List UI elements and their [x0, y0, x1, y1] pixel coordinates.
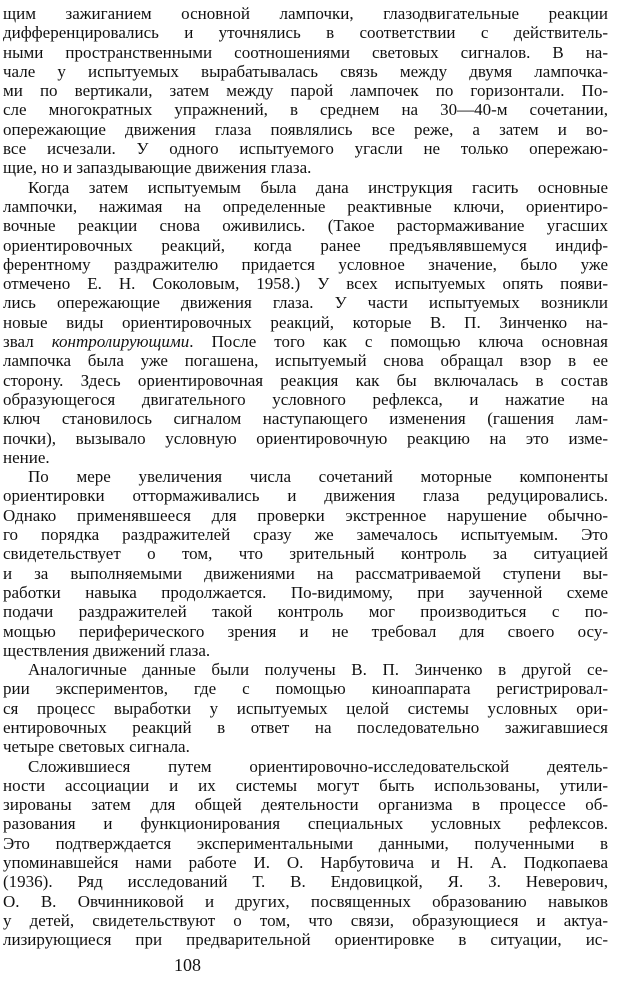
text-line: (1936). Ряд исследований Т. В. Ендовицкой, Я. З. Неверович, [3, 872, 608, 892]
text-line: ключ становилось сигналом наступающего изменения (гашения лам- [3, 409, 608, 429]
text-line: лись опережающие движения глаза. У части испытуемых возникли [3, 293, 608, 313]
italic-term: контролирующими [51, 332, 190, 352]
text-line: щим зажиганием основной лампочки, глазодвигательные реакции [3, 4, 608, 23]
text-line: отмечено Е. Н. Соколовым, 1958.) У всех испытуемых опять появи- [3, 274, 608, 294]
text-line: почки), вызывало условную ориентировочную реакцию на это изме- [3, 428, 608, 448]
text-line: Это подтверждается экспериментальными данными, полученными в [3, 833, 608, 853]
text-line: сторону. Здесь ориентировочная реакция как бы включалась в состав [3, 370, 608, 390]
text-line: ентировочных реакций в ответ на последовательно зажигавшиеся [3, 717, 608, 737]
text-line: вочные реакции снова оживились. (Такое растормаживание угасших [3, 216, 608, 236]
text-line: зированы затем для общей деятельности организма в процессе об- [3, 795, 608, 815]
text-line: у детей, свидетельствуют о том, что связи, образующиеся и актуа- [3, 910, 608, 930]
text-line: сле многократных упражнений, в среднем на 30—40-м сочетании, [3, 100, 608, 120]
text-line: нение. [3, 447, 50, 467]
text-line: и за выполняемыми движениями на рассматриваемой ступени вы- [3, 563, 608, 583]
text-line: Когда затем испытуемым была дана инструкция гасить основные [28, 177, 608, 197]
text-line: опережающие движения глаза появлялись все реже, а затем и во- [3, 119, 608, 139]
text-line: ся процесс выработки у испытуемых целой системы условных ори- [3, 698, 608, 718]
text-segment: . После того как с помощью ключа основная [189, 332, 608, 352]
text-line: щие, но и запаздывающие движения глаза. [3, 158, 312, 178]
text-line: Аналогичные данные были получены В. П. Зинченко в другой се- [28, 660, 608, 680]
text-line: Сложившиеся путем ориентировочно-исследовательской деятель- [28, 756, 608, 776]
text-line: рии экспериментов, где с помощью киноаппарата регистрировал- [3, 679, 608, 699]
text-line: разования и функционирования специальных условных рефлексов. [3, 814, 608, 834]
text-line: ми по вертикали, затем между парой лампочек по горизонтали. По- [3, 81, 608, 101]
text-line: ферентному раздражителю придается условное значение, было уже [3, 254, 608, 274]
text-line: ориентировки оттормаживались и движения глаза редуцировались. [3, 486, 608, 506]
text-line: четыре световых сигнала. [3, 737, 190, 757]
text-line: работки навыка продолжается. По-видимому, при заученной схеме [3, 582, 608, 602]
text-line: ориентировочных реакций, когда ранее предъявлявшемуся индиф- [3, 235, 608, 255]
text-line: О. В. Овчинниковой и других, посвященных образованию навыков [3, 891, 608, 911]
text-line: чале у испытуемых вырабатывалась связь между двумя лампочка- [3, 61, 608, 81]
text-line: лампочки, нажимая на определенные реактивные ключи, ориентиро- [3, 196, 608, 216]
text-line: ществления движений глаза. [3, 640, 211, 660]
text-line: лизирующиеся при предварительной ориентировке в ситуации, ис- [3, 930, 608, 950]
text-line: свидетельствует о том, что зрительный контроль за ситуацией [3, 544, 608, 564]
text-line: По мере увеличения числа сочетаний моторные компоненты [28, 467, 608, 487]
text-line: новые виды ориентировочных реакций, которые В. П. Зинченко на- [3, 312, 608, 332]
text-line [3, 332, 608, 351]
text-line: образующегося двигательного условного рефлекса, и нажатие на [3, 389, 608, 409]
text-segment: звал [3, 332, 52, 352]
text-line: го порядка раздражителей сразу же замечалось испытуемым. Это [3, 525, 608, 545]
text-line: Однако применявшееся для проверки экстренное нарушение обычно- [3, 505, 608, 525]
text-line: мощью периферического зрения и не требовал для своего осу- [3, 621, 608, 641]
text-line: лампочка была уже погашена, испытуемый снова обращал взор в ее [3, 351, 608, 371]
text-line: ными пространственными соотношениями световых сигналов. В на- [3, 42, 608, 62]
page-number: 108 [174, 955, 201, 975]
body-text [3, 4, 608, 950]
text-line: ности ассоциации и их системы могут быть использованы, утили- [3, 775, 608, 795]
text-line: подачи раздражителей такой контроль мог производиться с по- [3, 602, 608, 622]
text-line: все исчезали. У одного испытуемого угасли не только опережаю- [3, 139, 608, 159]
text-line: дифференцировались и уточнялись в соответствии с действитель- [3, 23, 608, 43]
text-line: упоминавшейся нами работе И. О. Нарбутовича и Н. А. Подкопаева [3, 853, 608, 873]
